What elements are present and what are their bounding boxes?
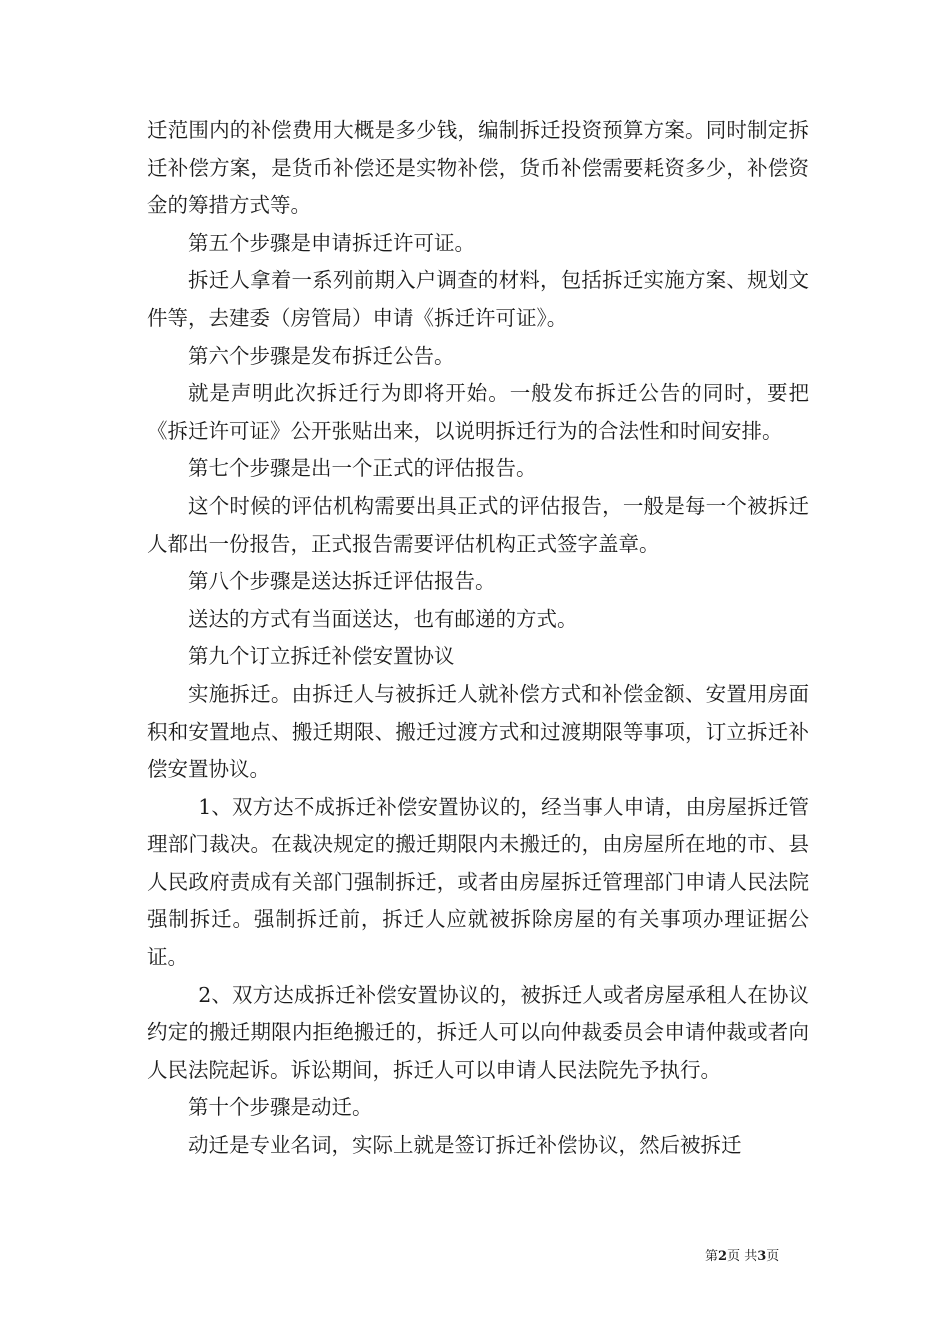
total-pages-number: 3: [757, 1249, 767, 1264]
footer-middle: 页 共: [727, 1249, 758, 1264]
footer-prefix: 第: [705, 1249, 719, 1264]
step-nine-heading: 第九个订立拆迁补偿安置协议: [188, 644, 455, 669]
step-six-heading: 第六个步骤是发布拆迁公告。: [188, 343, 455, 368]
paragraph-step-seven: 这个时候的评估机构需要出具正式的评估报告，一般是每一个被拆迁人都出一份报告，正式报告需要评估机构正式签字盖章。: [147, 493, 809, 556]
step-ten-heading: 第十个步骤是动迁。: [188, 1095, 373, 1120]
numbered-item-2: 2、双方达成拆迁补偿安置协议的，被拆迁人或者房屋承租人在协议约定的搬迁期限内拒绝搬迁的，拆迁人可以向仲裁委员会申请仲裁或者向人民法院起诉。诉讼期间，拆迁人可以申请人民法院先予执行。: [147, 982, 809, 1082]
paragraph-step-eight: 送达的方式有当面送达，也有邮递的方式。: [188, 606, 578, 631]
step-seven-heading: 第七个步骤是出一个正式的评估报告。: [188, 456, 537, 481]
page-number: [705, 1248, 779, 1266]
paragraph-step-nine: 实施拆迁。由拆迁人与被拆迁人就补偿方式和补偿金额、安置用房面积和安置地点、搬迁期限、搬迁过渡方式和过渡期限等事项，订立拆迁补偿安置协议。: [147, 681, 809, 782]
paragraph-step-five: 拆迁人拿着一系列前期入户调查的材料，包括拆迁实施方案、规划文件等，去建委（房管局）申请《拆迁许可证》。: [147, 268, 809, 330]
footer-suffix: 页: [766, 1249, 780, 1264]
step-five-heading: 第五个步骤是申请拆迁许可证。: [188, 230, 475, 255]
step-eight-heading: 第八个步骤是送达拆迁评估报告。: [188, 569, 496, 594]
document-body: [147, 112, 809, 1165]
paragraph-continuation: 迁范围内的补偿费用大概是多少钱，编制拆迁投资预算方案。同时制定拆迁补偿方案，是货币补偿还是实物补偿，货币补偿需要耗资多少，补偿资金的筹措方式等。: [147, 118, 809, 218]
paragraph-step-six: 就是声明此次拆迁行为即将开始。一般发布拆迁公告的同时，要把《拆迁许可证》公开张贴出来，以说明拆迁行为的合法性和时间安排。: [147, 381, 809, 443]
current-page-number: 2: [718, 1249, 728, 1264]
paragraph-step-ten: 动迁是专业名词，实际上就是签订拆迁补偿协议，然后被拆迁: [188, 1133, 742, 1158]
numbered-item-1: 1、双方达不成拆迁补偿安置协议的，经当事人申请，由房屋拆迁管理部门裁决。在裁决规定的搬迁期限内未搬迁的，由房屋所在地的市、县人民政府责成有关部门强制拆迁，或者由房屋拆迁管理部门申请人民法院强制拆迁。强制拆迁前，拆迁人应就被拆除房屋的有关事项办理证据公证。: [147, 794, 809, 970]
